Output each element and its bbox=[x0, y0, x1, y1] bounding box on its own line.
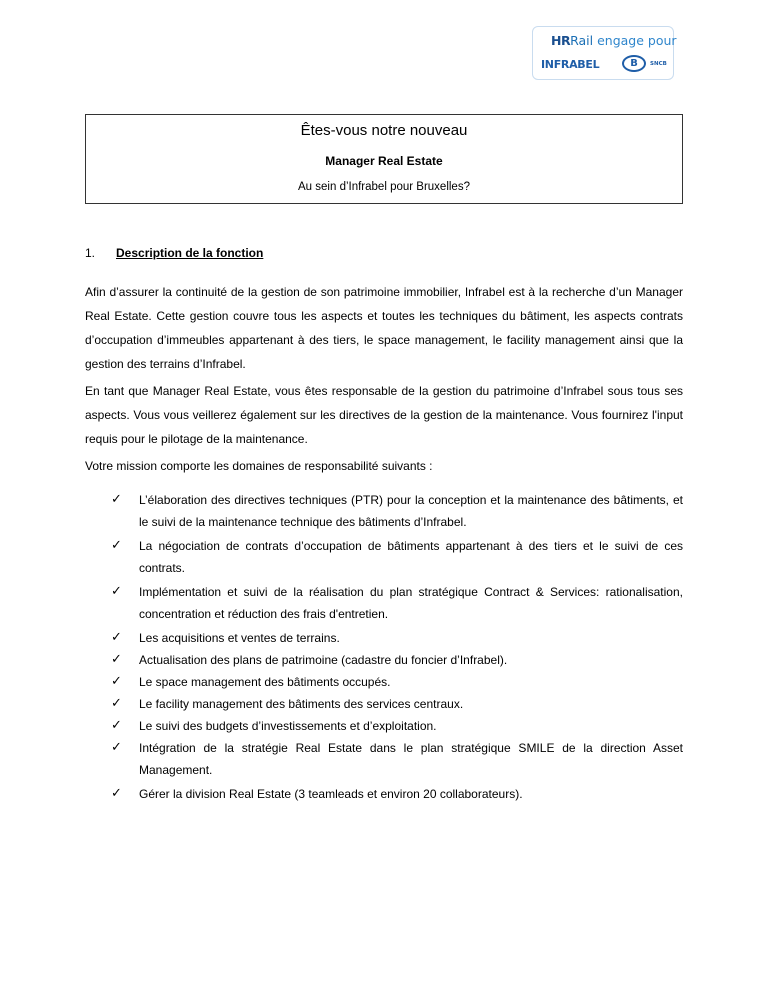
list-item-text: La négociation de contrats d’occupation de bâtiments appartenant à des tiers et le suivi de ces contrats. bbox=[139, 539, 683, 575]
job-title-box bbox=[85, 114, 683, 204]
list-item-text: Le space management des bâtiments occupés. bbox=[139, 675, 391, 689]
list-item bbox=[111, 489, 683, 533]
list-item-text: Actualisation des plans de patrimoine (cadastre du foncier d’Infrabel). bbox=[139, 653, 508, 667]
list-item bbox=[111, 693, 683, 715]
paragraph-intro: Afin d’assurer la continuité de la gestion de son patrimoine immobilier, Infrabel est à la recherche d’un Manager Real Estate. Cette gestion couvre tous les aspects et toutes les techniques du bâtiment, les aspects contrats d’occupation d’immeubles appartenant à des tiers, le space management, le facility management ainsi que la gestion des terrains d’Infrabel. bbox=[85, 285, 683, 371]
list-item bbox=[111, 671, 683, 693]
job-location: Au sein d’Infrabel pour Bruxelles? bbox=[298, 181, 470, 193]
list-item-text: Le suivi des budgets d’investissements et d’exploitation. bbox=[139, 719, 437, 733]
checkmark-icon: ✓ bbox=[111, 492, 122, 507]
mission-list bbox=[111, 489, 683, 805]
list-item bbox=[111, 737, 683, 781]
logo-hr: HR bbox=[551, 33, 571, 48]
checkmark-icon: ✓ bbox=[111, 584, 122, 599]
checkmark-icon: ✓ bbox=[111, 538, 122, 553]
logo-tagline bbox=[551, 33, 677, 48]
paragraph-mission-lead: Votre mission comporte les domaines de responsabilité suivants : bbox=[85, 459, 433, 473]
hr-rail-infrabel-logo bbox=[532, 26, 677, 80]
section-heading-description bbox=[85, 246, 263, 260]
checkmark-icon: ✓ bbox=[111, 674, 122, 689]
section-number: 1. bbox=[85, 246, 96, 260]
checkmark-icon: ✓ bbox=[111, 630, 122, 645]
section-title: Description de la fonction bbox=[116, 246, 264, 260]
logo-rail: Rail bbox=[570, 33, 594, 48]
logo-engage: engage pour bbox=[593, 33, 677, 48]
list-item bbox=[111, 783, 683, 805]
list-item-text: Intégration de la stratégie Real Estate dans le plan stratégique SMILE de la direction Asset Management. bbox=[139, 741, 683, 777]
job-title: Manager Real Estate bbox=[325, 154, 443, 168]
infrabel-wordmark: INFRABEL bbox=[541, 58, 600, 71]
paragraph-role: En tant que Manager Real Estate, vous êtes responsable de la gestion du patrimoine d’Infrabel sous tous ses aspects. Vous vous veillerez également sur les directives de la gestion de la maintenance. Vous fournirez l'input requis pour le pilotage de la maintenance. bbox=[85, 384, 683, 446]
list-item-text: Gérer la division Real Estate (3 teamleads et environ 20 collaborateurs). bbox=[139, 787, 523, 801]
list-item bbox=[111, 627, 683, 649]
list-item-text: L’élaboration des directives techniques (PTR) pour la conception et la maintenance des bâtiments, et le suivi de la maintenance technique des bâtiments d’Infrabel. bbox=[139, 493, 683, 529]
checkmark-icon: ✓ bbox=[111, 652, 122, 667]
list-item bbox=[111, 535, 683, 579]
list-item bbox=[111, 581, 683, 625]
list-item-text: Implémentation et suivi de la réalisation du plan stratégique Contract & Services: rationalisation, concentration et réduction des frais d'entretien. bbox=[139, 585, 683, 621]
list-item bbox=[111, 715, 683, 737]
checkmark-icon: ✓ bbox=[111, 696, 122, 711]
checkmark-icon: ✓ bbox=[111, 786, 122, 801]
list-item-text: Les acquisitions et ventes de terrains. bbox=[139, 631, 340, 645]
title-intro: Êtes-vous notre nouveau bbox=[300, 122, 468, 139]
list-item-text: Le facility management des bâtiments des services centraux. bbox=[139, 697, 464, 711]
checkmark-icon: ✓ bbox=[111, 740, 122, 755]
checkmark-icon: ✓ bbox=[111, 718, 122, 733]
sncb-b-icon: B bbox=[622, 55, 646, 72]
list-item bbox=[111, 649, 683, 671]
sncb-wordmark: SNCB bbox=[650, 61, 667, 67]
